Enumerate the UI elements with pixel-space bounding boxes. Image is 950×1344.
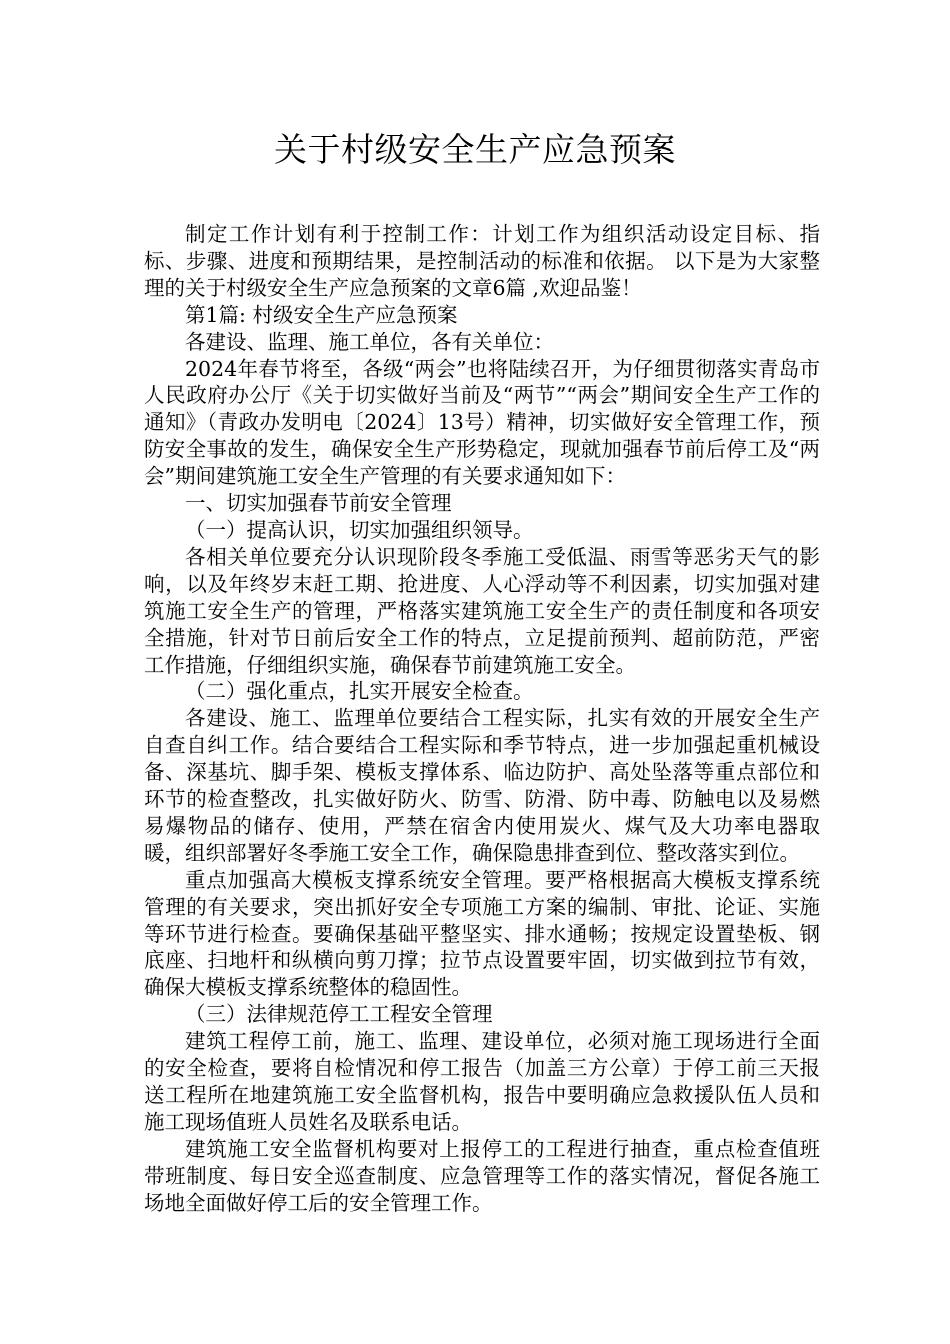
subsection-heading-1: （一）提高认识，切实加强组织领导。 [185,517,534,542]
paragraph-intro: 制定工作计划有利于控制工作：计划工作为组织活动设定目标、指标、步骤、进度和预期结果，是控制活动的标准和依据。 以下是为大家整理的关于村级安全生产应急预案的文章6篇 ,欢迎品鉴！ [144,222,820,300]
paragraph-body: 重点加强高大模板支撑系统安全管理。要严格根据高大模板支撑系统管理的有关要求，突出抓好安全专项施工方案的编制、审批、论证、实施等环节进行检查。要确保基础平整坚实、排水通畅；按规定设置垫板、钢底座、扫地杆和纵横向剪刀撑；拉节点设置要牢固，切实做到拉节有效，确保大模板支撑系统整体的稳固性。 [144,867,820,1000]
paragraph-body: 各相关单位要充分认识现阶段冬季施工受低温、雨雪等恶劣天气的影响，以及年终岁末赶工期、抢进度、人心浮动等不利因素，切实加强对建筑施工安全生产的管理，严格落实建筑施工安全生产的责任制度和各项安全措施，针对节日前后安全工作的特点，立足提前预判、超前防范，严密工作措施，仔细组织实施，确保春节前建筑施工安全。 [144,544,820,677]
paragraph-body: 建筑施工安全监督机构要对上报停工的工程进行抽查，重点检查值班带班制度、每日安全巡查制度、应急管理等工作的落实情况，督促各施工场地全面做好停工后的安全管理工作。 [144,1136,820,1215]
document-title: 关于村级安全生产应急预案 [274,130,676,169]
paragraph-article-heading: 第1篇: 村级安全生产应急预案 [185,302,458,327]
subsection-heading-3: （三）法律规范停工工程安全管理 [185,1002,493,1027]
paragraph-body: 各建设、施工、监理单位要结合工程实际，扎实有效的开展安全生产自查自纠工作。结合要结合工程实际和季节特点，进一步加强起重机械设备、深基坑、脚手架、模板支撑体系、临边防护、高处坠落等重点部位和环节的检查整改，扎实做好防火、防雪、防滑、防中毒、防触电以及易燃易爆物品的储存、使用，严禁在宿舍内使用炭火、煤气及大功率电器取暖，组织部署好冬季施工安全工作，确保隐患排查到位、整改落实到位。 [144,706,820,865]
paragraph-salutation: 各建设、监理、施工单位，各有关单位： [185,329,554,354]
document-body [144,221,820,1217]
subsection-heading-2: （二）强化重点，扎实开展安全检查。 [185,679,534,704]
section-heading-1: 一、切实加强春节前安全管理 [185,491,452,516]
paragraph-notice: 2024年春节将至，各级“两会”也将陆续召开，为仔细贯彻落实青岛市人民政府办公厅《关于切实做好当前及“两节”“两会”期间安全生产工作的通知》（青政办发明电〔2024〕13号）精神，切实做好安全管理工作，预防安全事故的发生，确保安全生产形势稳定，现就加强春节前后停工及“两会”期间建筑施工安全生产管理的有关要求通知如下： [144,356,820,489]
paragraph-body: 建筑工程停工前，施工、监理、建设单位，必须对施工现场进行全面的安全检查，要将自检情况和停工报告（加盖三方公章）于停工前三天报送工程所在地建筑施工安全监督机构，报告中要明确应急救援队伍人员和施工现场值班人员姓名及联系电话。 [144,1029,820,1134]
